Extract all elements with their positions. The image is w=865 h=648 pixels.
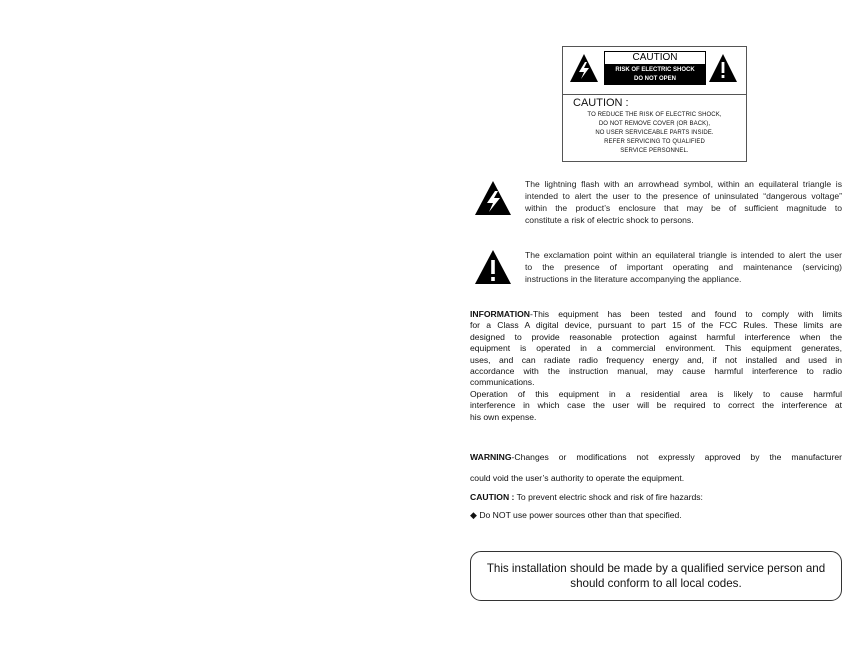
caution-label-line: NO USER SERVICEABLE PARTS INSIDE. — [595, 130, 714, 136]
lightning-description-line: constitute a risk of electric shock to persons. — [525, 215, 694, 225]
lightning-triangle-icon — [474, 180, 512, 216]
caution-label — [562, 46, 747, 162]
warning-paragraph — [470, 447, 842, 489]
information-line: for a Class A digital device, pursuant to part 15 of the FCC Rules. These limits are — [470, 320, 842, 331]
caution-label-line: REFER SERVICING TO QUALIFIED — [604, 139, 705, 145]
exclamation-description — [525, 249, 842, 285]
caution-paragraph — [470, 488, 842, 524]
caution-label-line: DO NOT REMOVE COVER (OR BACK), — [598, 121, 711, 127]
exclamation-description-line: The exclamation point within an equilateral triangle is intended to alert the user — [525, 250, 842, 260]
caution-label-title: CAUTION : — [573, 97, 629, 109]
lightning-description-line: intended to alert the user to the presence of uninsulated “dangerous voltage” — [525, 191, 842, 201]
risk-bar-line1: RISK OF ELECTRIC SHOCK — [615, 67, 695, 73]
lightning-description-line: within the product’s enclosure that may be of sufficient magnitude to — [525, 203, 842, 213]
information-label: INFORMATION — [470, 309, 530, 319]
caution-item: Do NOT use power sources other than that specified. — [479, 510, 682, 520]
operation-line: Operation of this equipment in a residential area is likely to cause harmful — [470, 388, 842, 399]
risk-bar-line2: DO NOT OPEN — [633, 76, 676, 82]
information-paragraph — [470, 309, 842, 423]
risk-bar — [604, 65, 706, 85]
exclamation-description-line: instructions in the literature accompanying the appliance. — [525, 274, 742, 284]
lightning-triangle-icon — [569, 53, 599, 83]
diamond-bullet-icon: ◆ — [470, 510, 477, 520]
caution-label-header — [563, 47, 746, 95]
information-first-line: -This equipment has been tested and found to comply with limits — [530, 309, 842, 319]
information-line: equipment is operated in a commercial environment. This equipment generates, — [470, 343, 842, 354]
lightning-description — [525, 178, 842, 226]
exclamation-triangle-icon — [708, 53, 738, 83]
notice-line1: This installation should be made by a qualified service person and — [486, 562, 826, 575]
caution-text: To prevent electric shock and risk of fire hazards: — [516, 492, 703, 502]
installation-notice — [470, 551, 842, 601]
warning-first-line: -Changes or modifications not expressly approved by the manufacturer — [511, 452, 842, 462]
warning-second-line: could void the user’s authority to operate the equipment. — [470, 473, 685, 483]
notice-line2: should conform to all local codes. — [570, 577, 742, 590]
caution-label-text: CAUTION : — [470, 492, 515, 502]
warning-label: WARNING — [470, 452, 512, 462]
caution-label-body — [567, 111, 742, 156]
caution-label-line: SERVICE PERSONNEL. — [620, 148, 689, 154]
operation-line: his own expense. — [470, 411, 537, 422]
caution-label-line: TO REDUCE THE RISK OF ELECTRIC SHOCK, — [587, 112, 722, 118]
information-line: accordance with the instruction manual, may cause harmful interference to radio — [470, 366, 842, 377]
lightning-description-line: The lightning flash with an arrowhead symbol, within an equilateral triangle is — [525, 179, 842, 189]
information-line: communications. — [470, 377, 535, 388]
operation-line: interference in which case the user will be required to correct the interference at — [470, 400, 842, 411]
exclamation-triangle-icon — [474, 249, 512, 285]
exclamation-description-line: to the presence of important operating and maintenance (servicing) — [525, 262, 842, 272]
information-line: uses, and can radiate radio frequency energy and, if not installed and used in — [470, 354, 842, 365]
information-line: designed to provide reasonable protection against harmful interference when the — [470, 331, 842, 342]
caution-header-text: CAUTION — [604, 51, 706, 65]
